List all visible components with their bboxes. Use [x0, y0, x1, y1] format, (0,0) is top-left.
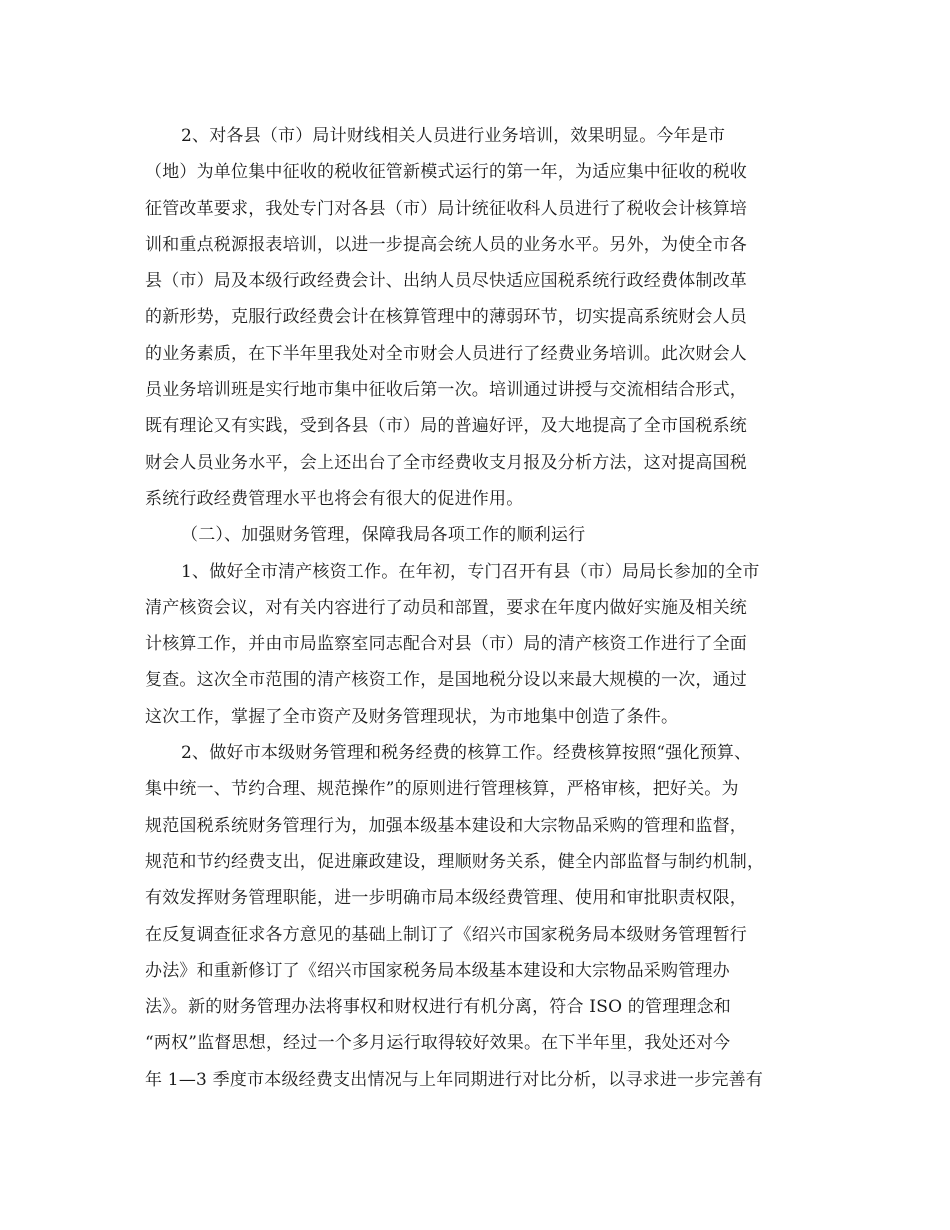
text-line: 规范和节约经费支出，促进廉政建设，理顺财务关系，健全内部监督与制约机制，	[145, 851, 765, 872]
text-line: 财会人员业务水平，会上还出台了全市经费收支月报及分析方法，这对提高国税	[145, 452, 747, 473]
text-line: 规范国税系统财务管理行为，加强本级基本建设和大宗物品采购的管理和监督，	[145, 815, 747, 836]
text-line: 系统行政经费管理水平也将会有很大的促进作用。	[145, 488, 524, 509]
text-line: 集中统一、节约合理、规范操作”的原则进行管理核算，严格审核，把好关。为	[145, 779, 739, 800]
section-heading-text: （二）、加强财务管理，保障我局各项工作的顺利运行	[181, 525, 586, 546]
paragraph-1	[145, 118, 805, 517]
text-line: （地）为单位集中征收的税收征管新模式运行的第一年，为适应集中征收的税收	[145, 162, 747, 183]
text-line: 2、做好市本级财务管理和税务经费的核算工作。经费核算按照“强化预算、	[181, 743, 752, 764]
text-line: 的新形势，克服行政经费会计在核算管理中的薄弱环节，切实提高系统财会人员	[145, 307, 747, 328]
text-line: 县（市）局及本级行政经费会计、出纳人员尽快适应国税系统行政经费体制改革	[145, 271, 747, 292]
text-line: 办法》和重新修订了《绍兴市国家税务局本级基本建设和大宗物品采购管理办	[145, 960, 730, 981]
text-line: 这次工作，掌握了全市资产及财务管理现状，为市地集中创造了条件。	[145, 706, 679, 727]
text-line: 复查。这次全市范围的清产核资工作，是国地税分设以来最大规模的一次，通过	[145, 670, 747, 691]
text-line: 法》。新的财务管理办法将事权和财权进行有机分离，符合 ISO 的管理理念和	[145, 997, 732, 1018]
text-line: 征管改革要求，我处专门对各县（市）局计统征收科人员进行了税收会计核算培	[145, 198, 747, 219]
text-line: “两权”监督思想，经过一个多月运行取得较好效果。在下半年里，我处还对今	[145, 1033, 731, 1054]
text-line: 训和重点税源报表培训，以进一步提高会统人员的业务水平。另外，为使全市各	[145, 234, 747, 255]
document-body	[145, 118, 805, 1098]
paragraph-4	[145, 735, 805, 1098]
text-line: 清产核资会议，对有关内容进行了动员和部置，要求在年度内做好实施及相关统	[145, 597, 747, 618]
text-line: 在反复调查征求各方意见的基础上制订了《绍兴市国家税务局本级财务管理暂行	[145, 924, 747, 945]
text-line: 的业务素质，在下半年里我处对全市财会人员进行了经费业务培训。此次财会人	[145, 343, 747, 364]
paragraph-3	[145, 554, 805, 735]
text-line: 年 1—3 季度市本级经费支出情况与上年同期进行对比分析，以寻求进一步完善有	[145, 1069, 764, 1090]
text-line: 有效发挥财务管理职能，进一步明确市局本级经费管理、使用和审批职责权限，	[145, 888, 747, 909]
text-line: 计核算工作，并由市局监察室同志配合对县（市）局的清产核资工作进行了全面	[145, 634, 747, 655]
text-line: 1、做好全市清产核资工作。在年初，专门召开有县（市）局局长参加的全市	[181, 561, 760, 582]
section-heading	[145, 517, 805, 553]
text-line: 2、对各县（市）局计财线相关人员进行业务培训，效果明显。今年是市	[181, 126, 726, 146]
text-line: 既有理论又有实践，受到各县（市）局的普遍好评，及大地提高了全市国税系统	[145, 416, 747, 437]
text-line: 员业务培训班是实行地市集中征收后第一次。培训通过讲授与交流相结合形式，	[145, 380, 747, 401]
